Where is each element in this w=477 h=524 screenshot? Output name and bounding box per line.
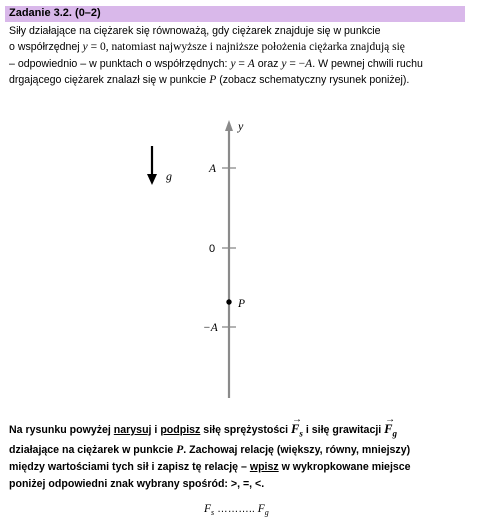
math-var: y [281,57,287,70]
intro-text: = 0, natomiast najwyższe i najniższe położenia ciężarka znajdują się [87,41,405,54]
force-subscript: g [392,428,398,439]
force-letter: F [291,422,300,436]
task-line-2 [9,442,469,459]
point-p-label: P [238,298,246,310]
answer-left-symbol: F [204,503,212,515]
answer-left-subscript: s [211,508,215,518]
y-axis-arrowhead [225,120,233,131]
intro-text: – odpowiednio – w punktach o współrzędnych: [9,57,231,70]
intro-line-1: Siły działające na ciężarek się równoważą, gdy ciężarek znajduje się w punkcie [9,25,381,37]
tick-label-zero: 0 [209,243,216,255]
point-p [226,299,231,304]
task-text: między wartościami tych sił i zapisz tę relację – [9,461,250,474]
tick-label-a: A [209,163,217,175]
math-var: P [176,444,184,457]
math-op: = [235,57,248,70]
gravity-label: g⃗ [166,169,182,183]
task-line-4: poniżej odpowiedni znak wybrany spośród: >, =, <. [9,477,265,490]
intro-text: (zobacz schematyczny rysunek poniżej). [216,73,410,86]
math-var: y [230,57,236,70]
task-text: siłę sprężystości [200,424,292,436]
answer-right-subscript: g [264,508,269,518]
math-var: y [82,41,88,54]
answer-dots[interactable]: ……….. [214,503,258,515]
task-text: . Zachowaj relację (większy, równy, mniejszy) [183,444,411,457]
math-var: P [209,73,217,86]
task-line-3 [9,459,469,476]
task-title: Zadanie 3.2. (0–2) [9,7,101,19]
intro-text: drgającego ciężarek znalazł się w punkcie [9,73,210,86]
intro-text: oraz [254,57,282,70]
y-axis-label: y [238,119,244,133]
force-subscript: s [299,428,303,439]
math-var: A [305,57,313,70]
task-text: działające na ciężarek w punkcie [9,444,177,457]
gravity-force-symbol [384,421,397,442]
force-letter: F [384,422,393,436]
elastic-force-symbol [291,421,303,442]
task-text: Na rysunku powyżej [9,424,114,436]
math-op: = − [286,57,306,70]
tick-label-minus-a: −A [203,322,218,334]
math-var: A [247,57,255,70]
task-line-1 [9,421,469,442]
task-keyword: narysuj [113,424,152,436]
task-instructions [9,421,469,493]
task-text: w wykropkowane miejsce [278,461,411,474]
intro-text: . W pewnej chwili ruchu [312,57,423,70]
answer-blank[interactable] [204,503,269,517]
answer-right-symbol: F [257,503,265,515]
task-text: i siłę grawitacji [302,424,385,436]
gravity-arrow-head [147,174,157,185]
task-keyword: wpisz [249,461,279,474]
intro-text: o współrzędnej [9,41,83,54]
task-keyword: podpisz [160,424,201,436]
task-text: i [151,424,161,436]
